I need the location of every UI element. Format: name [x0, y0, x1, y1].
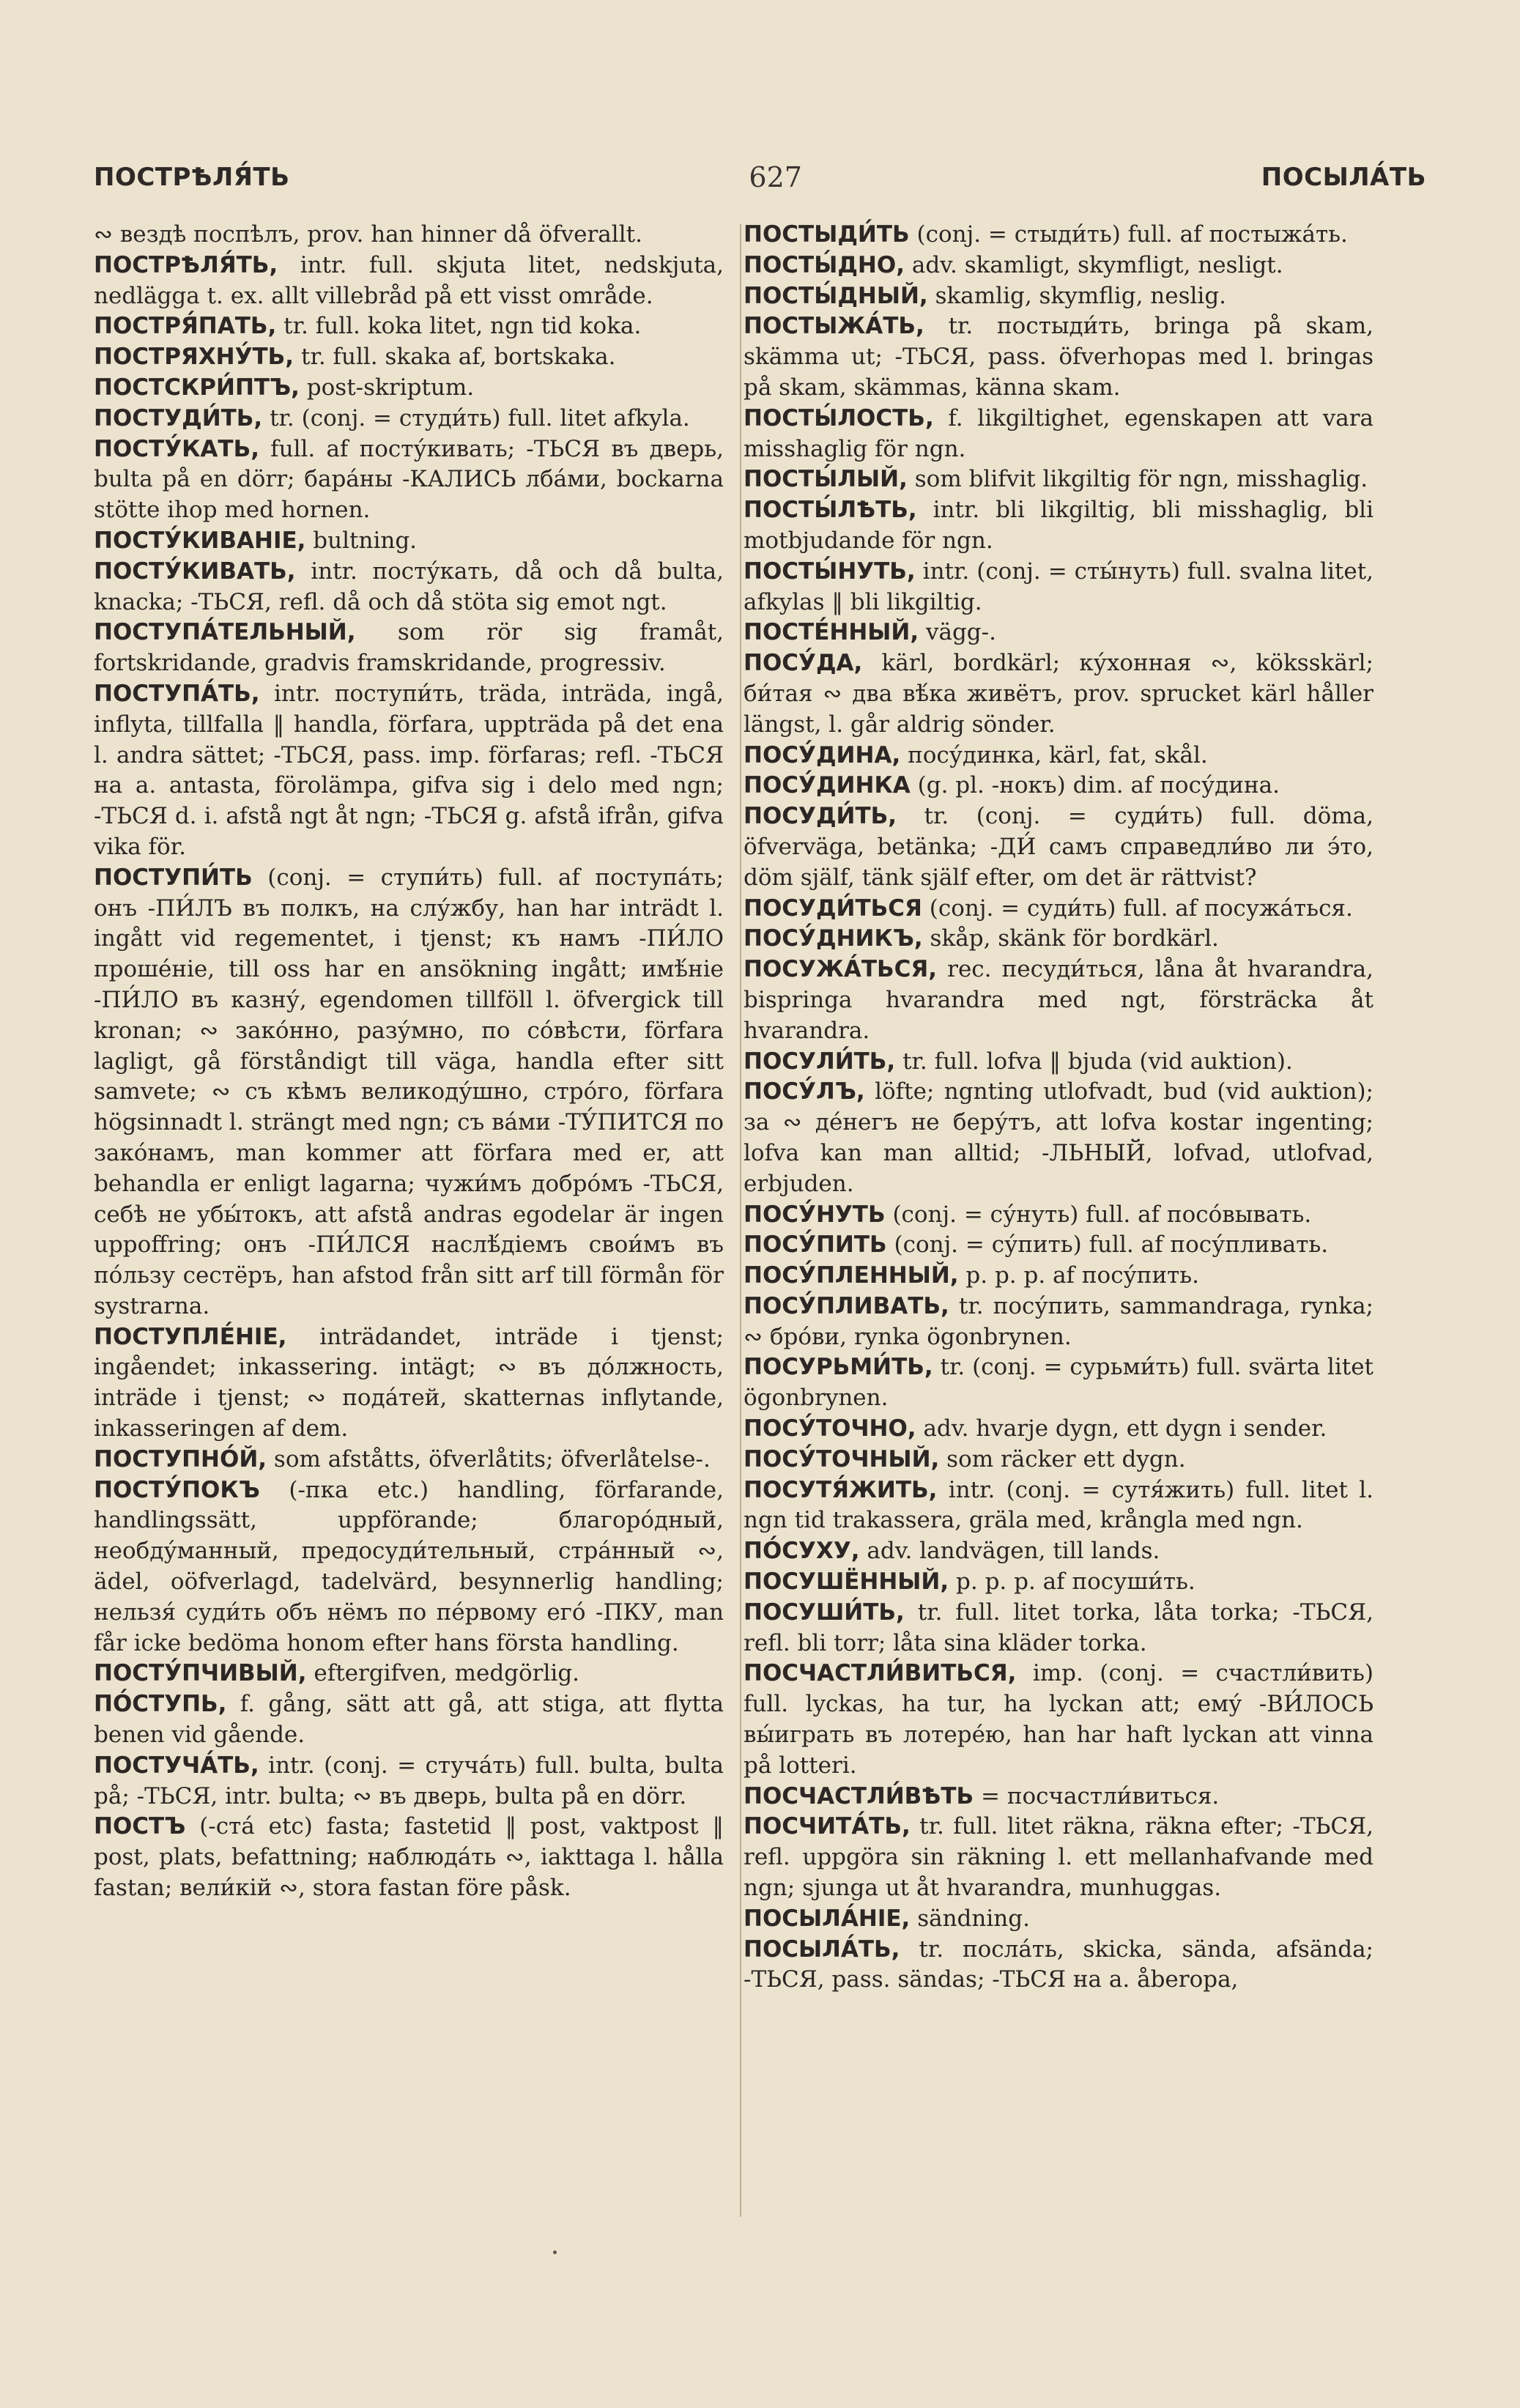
entry-headword: ПОСТЫЖА́ТЬ, [744, 313, 924, 340]
dictionary-entry [744, 311, 1373, 403]
entry-definition: intr. (conj. = стуча́ть) full. bulta, bulta på; -ТЬСЯ, intr. bulta; ∾ въ дверь, bulta på en dörr. [94, 1752, 724, 1809]
entry-headword: ПОСУ́ДНИКЪ, [744, 925, 923, 952]
dictionary-entry [744, 648, 1373, 740]
dictionary-entry [744, 220, 1373, 251]
entry-definition: p. p. p. af посуши́ть. [956, 1568, 1195, 1596]
entry-headword: ПОСУ́НУТЬ [744, 1201, 886, 1228]
entry-definition: imp. (conj. = счастли́вить) full. lyckas, ha tur, ha lyckan att; ему́ -ВИ́ЛОСЬ вы́играть въ лотере́ю, han har haft lyckan att vinna på lotteri. [744, 1660, 1373, 1779]
entry-headword: ПОСЫЛА́ТЬ, [744, 1935, 900, 1963]
entry-definition: tr. (conj. = сурьми́ть) full. svärta litet ögonbrynen. [744, 1354, 1373, 1412]
entry-definition: tr. (conj. = суди́ть) full. döma, öfverväga, betänka; -ДИ́ самъ справедли́во ли э́то, döm själf, tänk själf efter, om det är rättvist? [744, 803, 1373, 891]
entry-definition: tr. full. lofva ‖ bjuda (vid auktion). [902, 1048, 1293, 1075]
dictionary-entry [94, 1445, 724, 1475]
dictionary-entry [744, 281, 1373, 312]
entry-definition: f. likgiltighet, egenskapen att vara misshaglig för ngn. [744, 404, 1373, 462]
entry-definition: f. gång, sätt att gå, att stiga, att flytta benen vid gående. [94, 1691, 724, 1749]
entry-headword: ПОСТЕ́ННЫЙ, [744, 619, 919, 646]
entry-definition: vägg-. [925, 619, 996, 646]
entry-headword: ПОСТЫ́ДНО, [744, 251, 905, 278]
dictionary-entry [94, 526, 724, 557]
entry-headword: ПОСТУЧА́ТЬ, [94, 1752, 259, 1779]
dictionary-entry [744, 618, 1373, 648]
entry-headword: ПОСЧАСТЛИ́ВИТЬСЯ, [744, 1660, 1017, 1687]
dictionary-entry [744, 557, 1373, 618]
dictionary-entry [744, 1935, 1373, 1996]
entry-headword: ПОСЧАСТЛИ́ВѢТЬ [744, 1782, 974, 1809]
entry-headword: ПОСУЛИ́ТЬ, [744, 1048, 896, 1075]
dictionary-entry [94, 1659, 724, 1689]
dictionary-entry [94, 1322, 724, 1445]
entry-definition: sändning. [917, 1905, 1030, 1932]
entry-definition: full. af посту́кивать; -ТЬСЯ въ дверь, bulta på en dörr; бара́ны -КАЛИСЬ лба́ми, bockarna stötte ihop med hornen. [94, 435, 724, 524]
dictionary-entry [744, 495, 1373, 557]
entry-definition: skåp, skänk för bordkärl. [930, 925, 1219, 952]
entry-headword: ПОСТРЯ́ПАТЬ, [94, 313, 277, 340]
dictionary-entry [744, 1352, 1373, 1414]
entry-headword: ПОСУШИ́ТЬ, [744, 1598, 905, 1626]
entry-definition: (g. pl. -нокъ) dim. af посу́дина. [917, 772, 1280, 799]
entry-headword: ПОСУ́ПЛИВАТЬ, [744, 1292, 949, 1319]
entry-definition: tr. посу́пить, sammandraga, rynka; ∾ бро́ви, rynka ögonbrynen. [744, 1292, 1373, 1350]
dictionary-entry [744, 1812, 1373, 1903]
entry-headword: ПОСТУ́КИВАТЬ, [94, 557, 296, 585]
entry-headword: ПОСТУПЛЕ́НІЕ, [94, 1323, 287, 1350]
entry-definition: som räcker ett dygn. [946, 1445, 1186, 1472]
entry-headword: ПОСТУДИ́ТЬ, [94, 404, 263, 431]
dictionary-entry [744, 1904, 1373, 1935]
entry-definition: tr. посла́ть, skicka, sända, afsända; -ТЬСЯ, pass. sändas; -ТЬСЯ на a. åberopa, [744, 1935, 1373, 1993]
entry-definition: tr. (conj. = студи́ть) full. litet afkyla. [270, 404, 690, 431]
entry-headword: ПОСТУ́КИВАНІЕ, [94, 527, 306, 554]
dictionary-entry [744, 955, 1373, 1046]
entry-definition: p. p. p. af посу́пить. [965, 1262, 1200, 1289]
dictionary-entry [94, 220, 724, 251]
entry-headword: ПОСТУПА́ТЕЛЬНЫЙ, [94, 619, 356, 646]
entry-definition: kärl, bordkärl; ку́хонная ∾, köksskärl; би́тая ∾ два вѣ́ка живётъ, prov. sprucket kärl håller längst, l. går aldrig sönder. [744, 650, 1373, 738]
entry-headword: ПОСУЖА́ТЬСЯ, [744, 956, 938, 983]
dictionary-entry [94, 1689, 724, 1751]
entry-definition: (conj. = суди́ть) full. af посужа́ться. [929, 894, 1353, 922]
dictionary-entry [94, 404, 724, 434]
entry-headword: ПОСТУПИ́ТЬ [94, 864, 253, 891]
entry-headword: ПОСУ́ДИНКА [744, 772, 911, 799]
entry-headword: ПОСТУПА́ТЬ, [94, 680, 260, 707]
entry-definition: (-ста́ etc) fasta; fastetid ‖ post, vaktpost ‖ post, plats, befattning; наблюда́ть ∾, iakttaga l. hålla fastan; вели́кій ∾, stora fastan före påsk. [94, 1813, 724, 1902]
dictionary-entry [744, 741, 1373, 771]
dictionary-entry [744, 924, 1373, 955]
dictionary-entry [94, 679, 724, 863]
entry-definition: som rör sig framåt, fortskridande, gradvis framskridande, progressiv. [94, 619, 724, 677]
page-mark [553, 2250, 557, 2254]
dictionary-entry [744, 1230, 1373, 1261]
entry-headword: ПОСТРѢЛЯ́ТЬ, [94, 251, 278, 278]
dictionary-entry [94, 1812, 724, 1903]
entry-definition: (conj. = су́пить) full. af посу́пливать. [894, 1231, 1329, 1259]
entry-definition: adv. landvägen, till lands. [867, 1538, 1160, 1565]
entry-definition: löfte; ngnting utlofvadt, bud (vid auktion); за ∾ де́негъ не беру́тъ, att lofva kostar ingenting; lofva kan man alltid; -ЛЬНЫЙ, lofvad, utlofvad, erbjuden. [744, 1078, 1373, 1197]
page-number: 627 [749, 161, 802, 193]
entry-definition: tr. постыди́ть, bringa på skam, skämma ut; -ТЬСЯ, pass. öfverhopas med l. bringas på skam, skämmas, känna skam. [744, 313, 1374, 401]
entry-definition: tr. full. skaka af, bortskaka. [300, 344, 616, 371]
entry-headword: ПОСТУ́ПОКЪ [94, 1476, 260, 1503]
entry-headword: ПОСУРЬМИ́ТЬ, [744, 1354, 933, 1381]
column-divider [740, 224, 741, 2217]
entry-definition: adv. skamligt, skymfligt, nesligt. [911, 251, 1283, 278]
entry-headword: ПОСУ́ТОЧНО, [744, 1415, 916, 1442]
dictionary-entry [744, 404, 1373, 465]
dictionary-entry [744, 1047, 1373, 1078]
entry-headword: ПО́СУХУ, [744, 1538, 860, 1565]
left-guide-word: ПОСТРѢЛЯ́ТЬ [94, 163, 290, 192]
entry-definition: eftergifven, medgörlig. [314, 1660, 580, 1687]
entry-headword: ПОСУШЁННЫЙ, [744, 1568, 949, 1596]
entry-headword: ПОСУ́ПИТЬ [744, 1231, 887, 1259]
dictionary-entry [744, 1659, 1373, 1781]
entry-definition: post-skriptum. [306, 374, 475, 401]
entry-definition: (conj. = су́нуть) full. af посо́вывать. [892, 1201, 1312, 1228]
dictionary-entry [744, 1292, 1373, 1353]
entry-headword: ПОСТЫ́ЛѢТЬ, [744, 497, 917, 524]
entry-definition: посу́динка, kärl, fat, skål. [908, 741, 1208, 768]
dictionary-entry [94, 557, 724, 618]
dictionary-entry [744, 894, 1373, 925]
dictionary-entry [744, 1200, 1373, 1231]
entry-definition: intr. (conj. = сутя́жить) full. litet l. ngn tid trakassera, gräla med, krångla med ngn. [744, 1476, 1373, 1534]
dictionary-entry [94, 342, 724, 373]
dictionary-entry [744, 251, 1373, 281]
entry-definition: intr. поступи́ть, träda, inträda, ingå, inflyta, tillfalla ‖ handla, förfara, uppträda på det ena l. andra sättet; -ТЬСЯ, pass. imp. förfaras; refl. -ТЬСЯ на a. antasta, förolämpa, gifva sig i delo med ngn; -ТЬСЯ d. i. afstå ngt åt ngn; -ТЬСЯ g. afstå ifrån, gifva vika för. [94, 680, 724, 860]
dictionary-entry [744, 801, 1373, 893]
dictionary-entry [744, 1475, 1373, 1537]
dictionary-entry [744, 1567, 1373, 1598]
entry-headword: ПОСТЫ́НУТЬ, [744, 557, 916, 585]
entry-definition: tr. full. litet räkna, räkna efter; -ТЬСЯ, refl. uppgöra sin räkning l. ett mellanhafvande med ngn; sjunga ut åt hvarandra, munhuggas. [744, 1813, 1374, 1902]
dictionary-entry [744, 771, 1373, 801]
entry-definition: intr. full. skjuta litet, nedskjuta, nedlägga t. ex. allt villebråd på ett visst område. [94, 251, 724, 309]
dictionary-entry [94, 1475, 724, 1659]
dictionary-entry [744, 1598, 1373, 1659]
dictionary-entry [744, 464, 1373, 495]
entry-definition: intr. bli likgiltig, bli misshaglig, bli motbjudande för ngn. [744, 497, 1373, 554]
entry-headword: ПОСТЫ́ЛОСТЬ, [744, 404, 934, 431]
entry-headword: ПОСЧИТА́ТЬ, [744, 1813, 911, 1840]
entry-headword: ПОСУДИ́ТЬСЯ [744, 894, 922, 922]
entry-headword: ПОСТЪ [94, 1813, 186, 1840]
entry-definition: som afståtts, öfverlåtits; öfverlåtelse-. [273, 1445, 711, 1472]
right-column [744, 220, 1373, 1996]
entry-definition: (-пка etc.) handling, förfarande, handlingssätt, uppförande; благоро́дный, необду́манный, предосуди́тельный, стра́нный ∾, ädel, oöfverlagd, tadelvärd, besynnerlig handling; нельзя́ суди́ть объ нёмъ по пе́рвому его́ -ПКУ, man får icke bedöma honom efter hans första handling. [94, 1476, 724, 1656]
entry-definition: intr. посту́кать, då och då bulta, knacka; -ТЬСЯ, refl. då och då stöta sig emot ngt. [94, 557, 724, 615]
entry-definition: tr. full. litet torka, låta torka; -ТЬСЯ, refl. bli torr; låta sina kläder torka. [744, 1598, 1373, 1656]
entry-headword: ПОСТЫ́ЛЫЙ, [744, 466, 908, 493]
dictionary-entry [94, 373, 724, 404]
running-header [94, 155, 1426, 199]
entry-definition: bultning. [313, 527, 418, 554]
entry-headword: ПОСУ́ЛЪ, [744, 1078, 865, 1105]
entry-headword: ПОСУ́ПЛЕННЫЙ, [744, 1262, 959, 1289]
entry-definition: som blifvit likgiltig för ngn, misshaglig. [914, 466, 1368, 493]
entry-definition: skamlig, skymflig, neslig. [935, 282, 1227, 309]
dictionary-entry [744, 1077, 1373, 1199]
entry-headword: ПОСТЫ́ДНЫЙ, [744, 282, 928, 309]
left-column [94, 220, 724, 1904]
dictionary-entry [744, 1536, 1373, 1567]
entry-headword: ПОСУ́ДА, [744, 650, 863, 677]
entry-headword: ПОСТСКРИ́ПТЪ, [94, 374, 300, 401]
entry-headword: ПО́СТУПЬ, [94, 1691, 227, 1718]
entry-definition: ∾ вездѣ поспѣлъ, prov. han hinner då öfverallt. [94, 221, 642, 248]
dictionary-entry [744, 1414, 1373, 1445]
dictionary-entry [744, 1261, 1373, 1292]
entry-definition: inträdandet, inträde i tjenst; ingåendet; inkassering. intägt; ∾ въ до́лжность, inträde i tjenst; ∾ пода́тей, skatternas inflytande, inkasseringen af dem. [94, 1323, 724, 1442]
dictionary-entry [94, 434, 724, 526]
dictionary-entry [94, 311, 724, 342]
entry-headword: ПОСТУ́ПЧИВЫЙ, [94, 1660, 307, 1687]
dictionary-entry [744, 1782, 1373, 1812]
dictionary-entry [94, 618, 724, 679]
entry-definition: (conj. = стыди́ть) full. af постыжа́ть. [916, 221, 1348, 248]
dictionary-entry [94, 251, 724, 312]
entry-definition: adv. hvarje dygn, ett dygn i sender. [923, 1415, 1327, 1442]
entry-definition: = посчастли́виться. [981, 1782, 1220, 1809]
entry-headword: ПОСЫЛА́НІЕ, [744, 1905, 911, 1932]
entry-headword: ПОСУ́ТОЧНЫЙ, [744, 1445, 940, 1472]
entry-headword: ПОСТЫДИ́ТЬ [744, 221, 910, 248]
dictionary-entry [94, 863, 724, 1322]
entry-headword: ПОСУТЯ́ЖИТЬ, [744, 1476, 938, 1503]
dictionary-entry [744, 1445, 1373, 1475]
entry-headword: ПОСУ́ДИНА, [744, 741, 901, 768]
entry-definition: intr. (conj. = сты́нуть) full. svalna litet, afkylas ‖ bli likgiltig. [744, 557, 1374, 615]
entry-definition: tr. full. koka litet, ngn tid koka. [283, 313, 642, 340]
entry-headword: ПОСУДИ́ТЬ, [744, 803, 897, 830]
entry-headword: ПОСТУПНО́Й, [94, 1445, 267, 1472]
entry-definition: rec. песуди́ться, låna åt hvarandra, bispringa hvarandra med ngt, försträcka åt hvarandra. [744, 956, 1373, 1044]
entry-definition: (conj. = ступи́ть) full. af поступа́ть; онъ -ПИ́ЛЪ въ полкъ, на слу́жбу, han har inträdt l. ingått vid regementet, i tjenst; къ намъ -ПИ́ЛО проше́ніе, till oss har en ansökning ingått; имѣ́ніе -ПИ́ЛО въ казну́, egendomen tillföll l. öfvergick till kronan; ∾ зако́нно, разу́мно, по со́вѣсти, förfara lagligt, gå förståndigt till väga, handla efter sitt samvete; ∾ съ кѣмъ великоду́шно, стро́го, förfara högsinnadt l. strängt med ngn; съ ва́ми -ТУ́ПИТСЯ по зако́намъ, man kommer att förfara med er, att behandla er enligt lagarna; чужи́мъ добро́мъ -ТЬСЯ, себѣ не убы́токъ, att afstå andras egodelar är ingen uppoffring; онъ -ПИ́ЛСЯ наслѣ́діемъ свои́мъ въ по́льзу сестёръ, han afstod från sitt arf till förmån för systrarna. [94, 864, 724, 1319]
entry-headword: ПОСТРЯХНУ́ТЬ, [94, 344, 294, 371]
right-guide-word: ПОСЫЛА́ТЬ [1261, 163, 1426, 192]
dictionary-entry [94, 1751, 724, 1812]
entry-headword: ПОСТУ́КАТЬ, [94, 435, 259, 462]
